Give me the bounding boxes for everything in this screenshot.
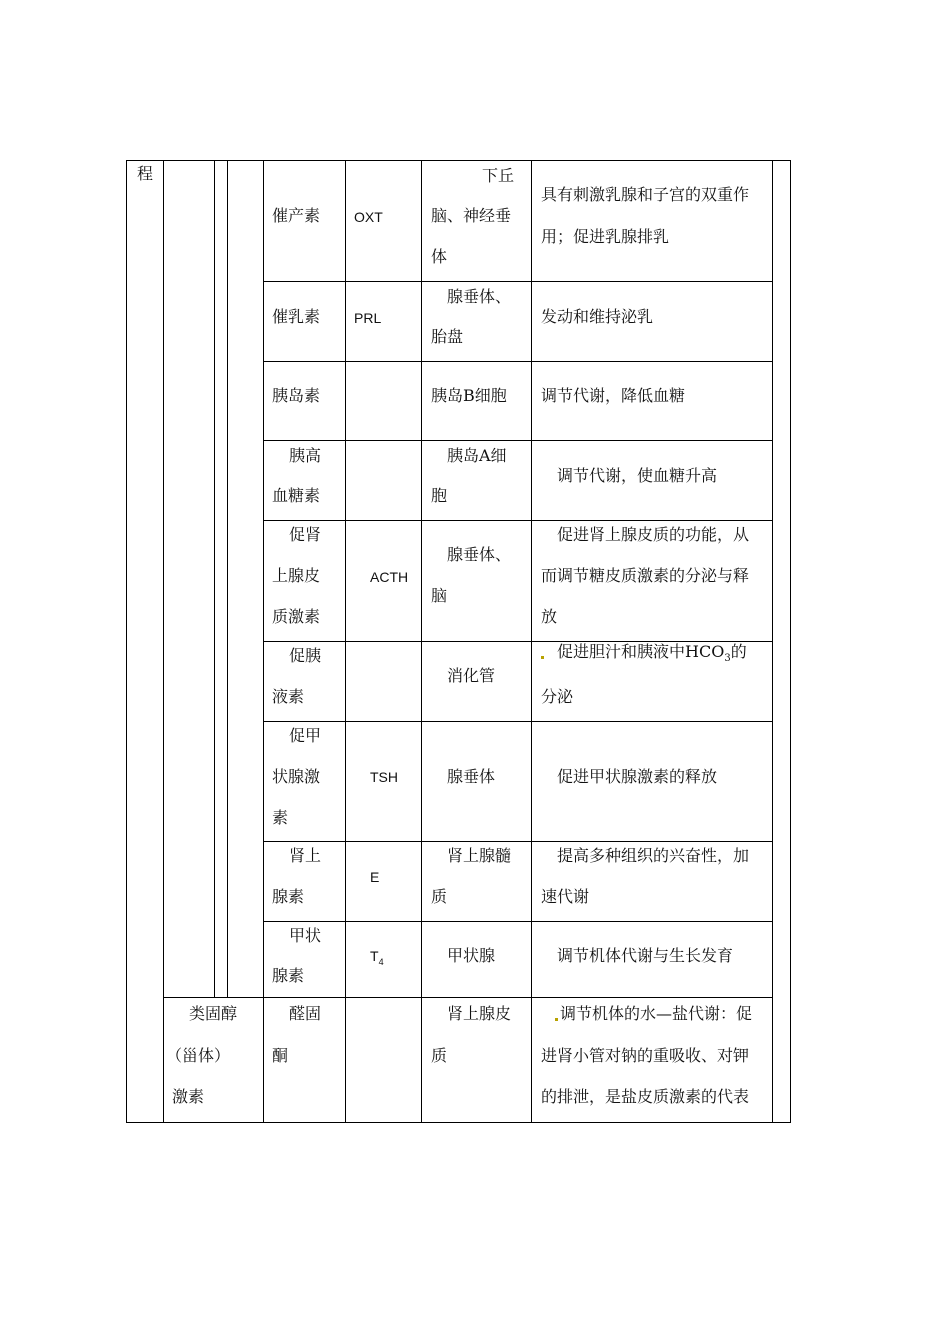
hormone-name: 甲状 [289, 926, 322, 945]
row-divider [263, 841, 773, 842]
row-divider [263, 520, 773, 521]
row-divider [263, 440, 773, 441]
hormone-name: 催产素 [272, 206, 321, 225]
hormone-function: 速代谢 [541, 887, 590, 906]
hormone-function: 调节代谢，降低血糖 [541, 386, 686, 405]
hormone-function: 放 [541, 607, 558, 626]
hormone-function: 发动和维持泌乳 [541, 307, 654, 326]
hormone-function: 调节机体的水—盐代谢：促 [560, 1004, 753, 1023]
hormone-source: 腺垂体 [447, 767, 496, 786]
hormone-name: 酮 [272, 1046, 289, 1065]
hormone-source: 质 [431, 1046, 448, 1065]
hormone-name: 肾上 [289, 846, 322, 865]
hormone-source: 质 [431, 887, 448, 906]
hormone-name: 上腺皮 [272, 566, 321, 585]
row-divider [263, 281, 773, 282]
subscript: 3 [724, 653, 731, 665]
table-divider [163, 160, 164, 1123]
hormone-name: 催乳素 [272, 307, 321, 326]
hormone-function: 调节代谢，使血糖升高 [557, 466, 718, 485]
hormone-name: 促胰 [289, 646, 322, 665]
function-text: 的 [730, 642, 747, 661]
hormone-abbr: E [370, 869, 380, 885]
hormone-source: 脑、神经垂 [431, 206, 512, 225]
hormone-name: 液素 [272, 687, 305, 706]
table-border-left [126, 160, 127, 1123]
hormone-name: 醛固 [289, 1004, 322, 1023]
left-col-label: 程 [137, 164, 154, 183]
hormone-source: 体 [431, 247, 448, 266]
function-text: 促进胆汁和胰液中HCO [557, 642, 725, 661]
hormone-name: 腺素 [272, 966, 305, 985]
hormone-abbr [370, 946, 384, 972]
hormone-source: 甲状腺 [447, 946, 496, 965]
hormone-source: 肾上腺髓 [447, 846, 512, 865]
hormone-abbr: TSH [370, 769, 398, 785]
hormone-name: 促甲 [289, 726, 322, 745]
row-divider [163, 997, 773, 998]
hormone-name: 血糖素 [272, 486, 321, 505]
hormone-abbr: PRL [354, 310, 382, 326]
hormone-name: 胰高 [289, 446, 322, 465]
abbr-text: T [370, 948, 379, 964]
hormone-function: 用；促进乳腺排乳 [541, 227, 670, 246]
table-border-right [790, 160, 791, 1123]
hormone-function: 分泌 [541, 687, 574, 706]
table-divider [227, 160, 228, 998]
hormone-source: 腺垂体、 [447, 545, 512, 564]
hormone-group: 类固醇 [189, 1004, 238, 1023]
row-divider [263, 361, 773, 362]
hormone-function: 而调节糖皮质激素的分泌与释 [541, 566, 750, 585]
hormone-function: 调节机体代谢与生长发育 [557, 946, 734, 965]
hormone-function: 的排泄，是盐皮质激素的代表 [541, 1087, 750, 1106]
hormone-function: 提高多种组织的兴奋性，加 [557, 846, 750, 865]
hormone-source: 胞 [431, 486, 448, 505]
table-border-top [126, 160, 791, 161]
hormone-source: 胰岛A细 [447, 446, 507, 465]
hormone-group: 激素 [172, 1087, 205, 1106]
row-divider [263, 721, 773, 722]
hormone-source: 消化管 [447, 666, 496, 685]
hormone-function: 促进甲状腺激素的释放 [557, 767, 718, 786]
hormone-abbr: OXT [354, 209, 383, 225]
marker-dot [541, 656, 544, 659]
row-divider [163, 1122, 773, 1123]
row-divider [263, 921, 773, 922]
hormone-name: 素 [272, 808, 289, 827]
hormone-name: 腺素 [272, 887, 305, 906]
marker-dot [555, 1018, 558, 1021]
hormone-group: （甾体） [166, 1046, 231, 1065]
hormone-name: 状腺激 [272, 767, 321, 786]
hormone-source: 肾上腺皮 [447, 1004, 512, 1023]
hormone-function: 具有刺激乳腺和子宫的双重作 [541, 185, 750, 204]
hormone-name: 胰岛素 [272, 386, 321, 405]
hormone-function: 进肾小管对钠的重吸收、对钾 [541, 1046, 750, 1065]
hormone-source: 胎盘 [431, 327, 464, 346]
hormone-source: 下丘 [482, 166, 515, 185]
subscript: 4 [378, 956, 384, 967]
hormone-function [557, 642, 747, 669]
hormone-name: 促肾 [289, 525, 322, 544]
hormone-source: 脑 [431, 586, 448, 605]
hormone-function: 促进肾上腺皮质的功能，从 [557, 525, 750, 544]
hormone-source: 腺垂体、 [447, 287, 512, 306]
table-divider [214, 160, 215, 998]
hormone-name: 质激素 [272, 607, 321, 626]
hormone-abbr: ACTH [370, 569, 409, 585]
hormone-source: 胰岛B细胞 [431, 386, 507, 405]
